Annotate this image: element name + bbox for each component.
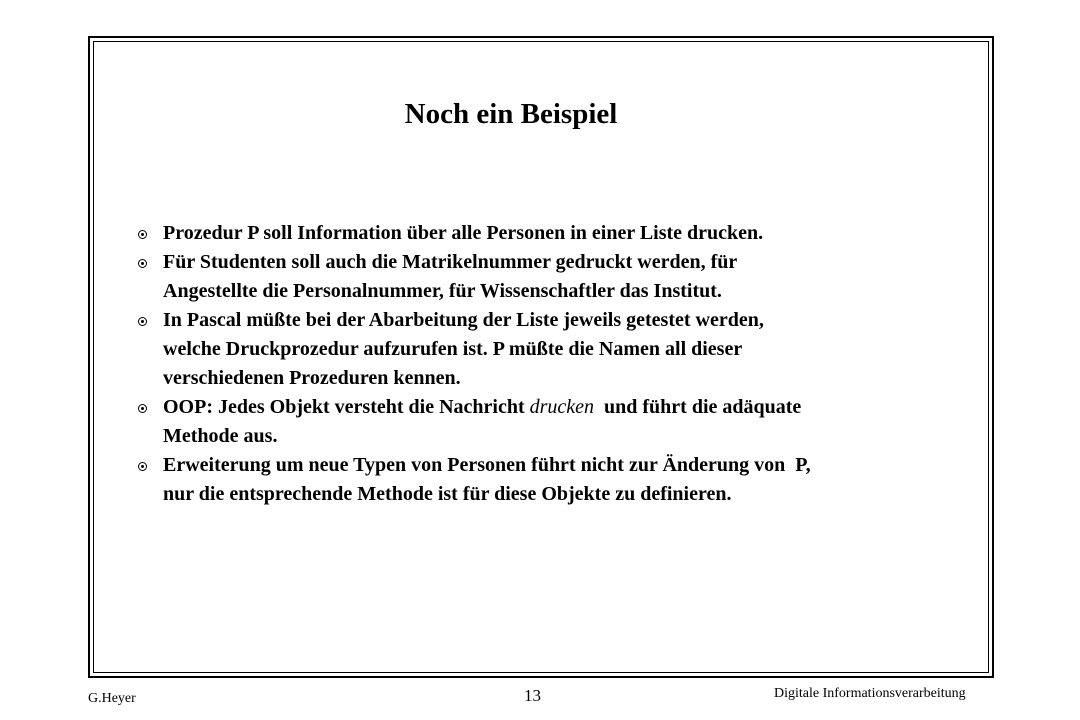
bullet-text-line: nur die entsprechende Methode ist für diese Objekte zu definieren. xyxy=(163,483,732,505)
bullet-item-1 xyxy=(136,219,976,248)
bullet-item-3 xyxy=(136,306,976,393)
bullet-text-line: In Pascal müßte bei der Abarbeitung der Liste jeweils getestet werden, xyxy=(163,309,764,331)
bullet-icon xyxy=(138,259,147,268)
bullet-text-line: Erweiterung um neue Typen von Personen führt nicht zur Änderung von P, xyxy=(163,454,811,476)
bullet-text-line: Für Studenten soll auch die Matrikelnummer gedruckt werden, für xyxy=(163,251,738,273)
bullet-text-line: Methode aus. xyxy=(163,425,278,447)
footer-course: Digitale Informationsverarbeitung xyxy=(774,686,966,701)
bullet-item-2 xyxy=(136,248,976,306)
bullet-icon xyxy=(138,404,147,413)
bullet-text-line: verschiedenen Prozeduren kennen. xyxy=(163,367,461,389)
bullet-text-line xyxy=(163,393,976,422)
bullet-icon xyxy=(138,230,147,239)
bullet-item-4 xyxy=(136,393,976,451)
bullet-icon xyxy=(138,317,147,326)
bullet-text-segment: und führt die adäquate xyxy=(594,396,802,418)
footer-author: G.Heyer xyxy=(88,691,136,706)
bullet-text-line: Angestellte die Personalnummer, für Wissenschaftler das Institut. xyxy=(163,280,722,302)
bullet-text-segment: OOP: Jedes Objekt versteht die Nachricht xyxy=(163,396,530,418)
bullet-text-line: Prozedur P soll Information über alle Personen in einer Liste drucken. xyxy=(163,222,764,244)
slide-title: Noch ein Beispiel xyxy=(404,98,618,130)
bullet-text-line: welche Druckprozedur aufzurufen ist. P müßte die Namen all dieser xyxy=(163,338,743,360)
italic-term: drucken xyxy=(529,396,595,418)
bullet-icon xyxy=(138,462,147,471)
bullet-item-5 xyxy=(136,451,976,509)
page-number: 13 xyxy=(524,686,541,705)
bullet-list xyxy=(136,219,976,509)
